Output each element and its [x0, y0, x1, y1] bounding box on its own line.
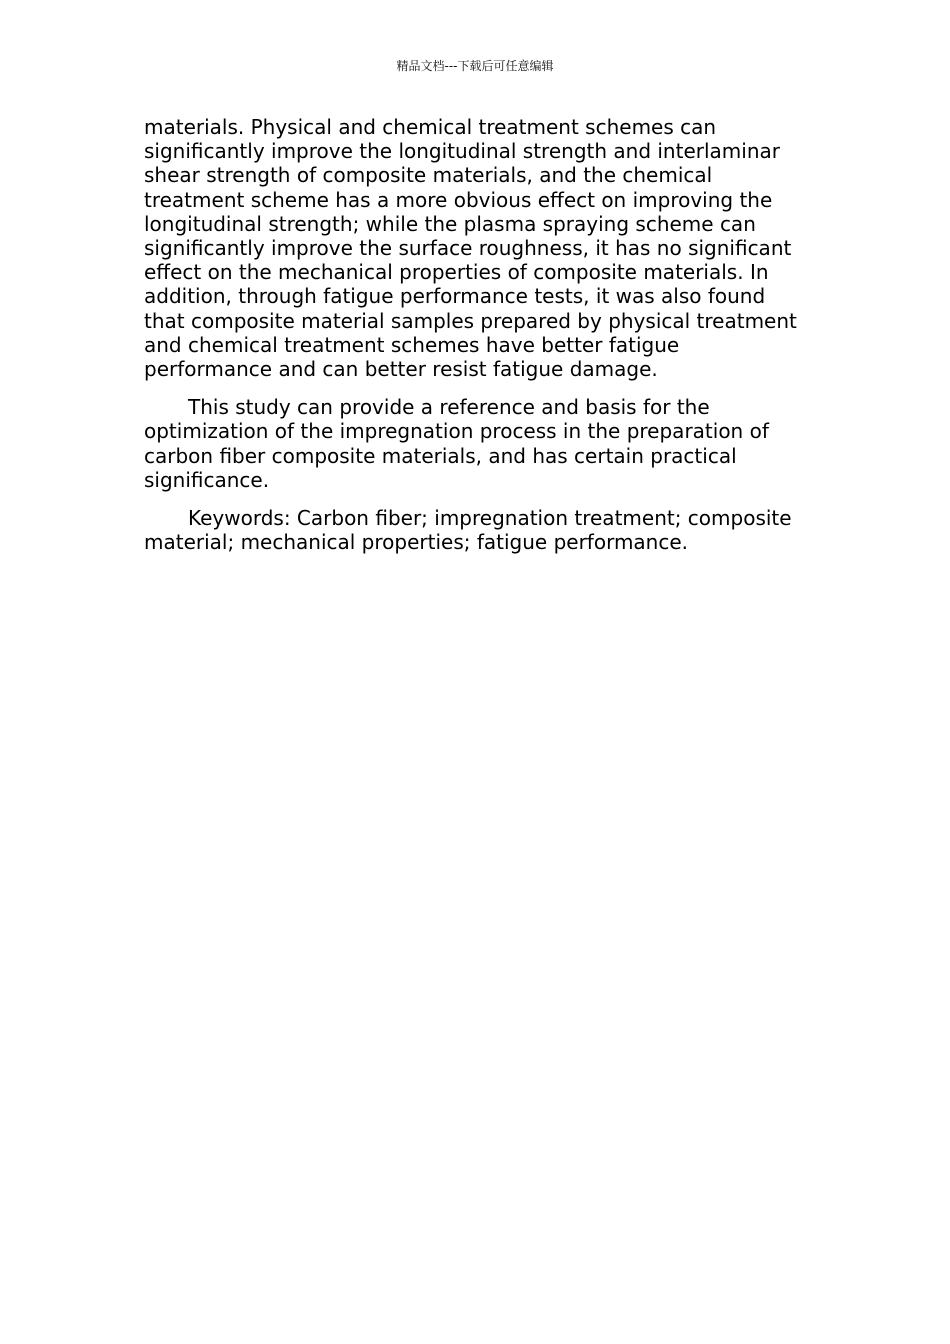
body-paragraph-1: materials. Physical and chemical treatment schemes can significantly improve the longitudinal strength and interlaminar shear strength of composite materials, and the chemical treatment scheme has a more obvious effect on improving the longitudinal strength; while the plasma spraying scheme can significantly improve the surface roughness, it has no significant effect on the mechanical properties of composite materials. In addition, through fatigue performance tests, it was also found that composite material samples prepared by physical treatment and chemical treatment schemes have better fatigue performance and can better resist fatigue damage.: [144, 115, 797, 382]
body-paragraph-2: This study can provide a reference and basis for the optimization of the impregnation process in the preparation of carbon fiber composite materials, and has certain practical significance.: [144, 395, 769, 492]
page-header: 精品文档---下载后可任意编辑: [396, 59, 554, 73]
keywords-paragraph: Keywords: Carbon fiber; impregnation treatment; composite material; mechanical properties; fatigue performance.: [144, 506, 792, 555]
document-body: [144, 115, 808, 568]
